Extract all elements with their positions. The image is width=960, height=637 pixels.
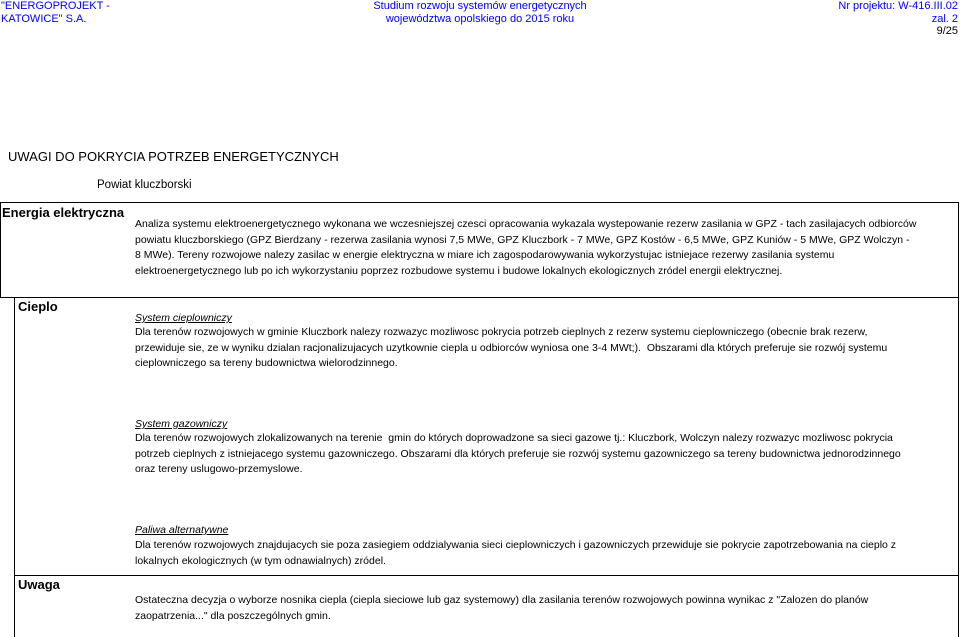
alternative-fuels-paragraph <box>135 538 896 569</box>
table-border <box>14 297 15 637</box>
paragraph-line: cieplowniczego sa tereny budownictwa wielorodzinnego. <box>135 357 398 369</box>
page-title: UWAGI DO POKRYCIA POTRZEB ENERGETYCZNYCH <box>8 149 339 164</box>
county-name: Powiat kluczborski <box>97 179 192 191</box>
paragraph-line: Analiza systemu elektroenergetycznego wykonana we wczesniejszej czesci opracowania wykazala wystepowanie rezerw zasilania w GPZ - tach zasilajacych odbiorców <box>135 218 917 230</box>
company-name-line: KATOWICE" S.A. <box>1 12 87 25</box>
study-title <box>0 0 960 25</box>
section-label-electricity: Energia elektryczna <box>2 205 125 220</box>
table-border <box>14 575 959 576</box>
paragraph-line: Dla terenów rozwojowych w gminie Kluczbork nalezy rozwazyc mozliwosc pokrycia potrzeb cieplnych z rezerw systemu cieplowniczego (obecnie brak rezerw, <box>135 326 868 338</box>
paragraph-line: zaopatrzenia..." dla poszczególnych gmin. <box>135 609 331 622</box>
table-border <box>0 202 1 297</box>
paragraph-line: Dla terenów rozwojowych znajdujacych sie poza zasiegiem oddzialywania sieci cieplowniczych i gazowniczych przewiduje sie pokrycie zapotrzebowania na cieplo z <box>135 539 897 551</box>
paragraph-line: 8 MWe). Tereny rozwojowe nalezy zasilac w energie elektryczna w miare ich zagospodarowywania wykorzystujac istniejace rezerwy zasilania systemu <box>135 249 835 261</box>
gas-paragraph <box>135 431 901 478</box>
study-title-line: województwa opolskiego do 2015 roku <box>385 12 575 25</box>
electricity-paragraph <box>135 217 916 279</box>
section-label-note: Uwaga <box>18 577 60 592</box>
paragraph-line: oraz tereny uslugowo-przemyslowe. <box>135 463 303 475</box>
section-label-heat: Cieplo <box>18 299 58 314</box>
paragraph-line: potrzeb cieplnych z istniejacego systemu gazowniczego. Obszarami dla których preferuje sie rozwój systemu gazowniczego sa tereny budownictwa jednorodzinnego <box>135 447 901 460</box>
company-name-line: "ENERGOPROJEKT - <box>1 0 110 12</box>
table-border <box>0 202 959 203</box>
paragraph-line: Ostateczna decyzja o wyborze nosnika ciepla (ciepla sieciowe lub gaz systemowy) dla zasilania terenów rozwojowych powinna wynikac z "Zalozen do planów <box>135 594 869 606</box>
subsection-title-alternative-fuels: Paliwa alternatywne <box>135 524 229 536</box>
page-number: 9/25 <box>936 25 958 37</box>
paragraph-line: powiatu kluczborskiego (GPZ Bierdzany - rezerwa zasilania wynosi 7,5 MWe, GPZ Kluczbork - 7 MWe, GPZ Kostów - 6,5 MWe, GPZ Kuniów - 5 MWe, GPZ Wolczyn - <box>135 233 910 246</box>
paragraph-line: przewiduje sie, ze w wyniku dzialan racjonalizujacych uzytkownie ciepla u odbiorców wyniosa one 3-4 MWt;). Obszarami dla których preferuje sie rozwój systemu <box>135 341 888 354</box>
project-info <box>838 0 958 38</box>
table-border <box>0 297 959 298</box>
paragraph-line: elektroenergetycznego lub po ich wykorzystaniu poprzez rozbudowe systemu i budowe lokalnych ekologicznych zródel energii elektrycznej. <box>135 264 783 277</box>
project-number: Nr projektu: W-416.III.02 <box>838 0 958 12</box>
attachment-number: zal. 2 <box>931 12 958 25</box>
paragraph-line: lokalnych ekologicznych (w tym odnawialnych) zródel. <box>135 554 386 567</box>
subsection-title-district-heating: System cieplowniczy <box>135 312 232 324</box>
table-border <box>958 202 959 637</box>
paragraph-line: Dla terenów rozwojowych zlokalizowanych na terenie gmin do których doprowadzone sa sieci gazowe tj.: Kluczbork, Wolczyn nalezy rozwazyc mozliwosc pokrycia <box>135 432 893 444</box>
subsection-title-gas: System gazowniczy <box>135 418 228 430</box>
study-title-line: Studium rozwoju systemów energetycznych <box>373 0 587 12</box>
district-heating-paragraph <box>135 325 887 372</box>
note-paragraph <box>135 593 868 624</box>
